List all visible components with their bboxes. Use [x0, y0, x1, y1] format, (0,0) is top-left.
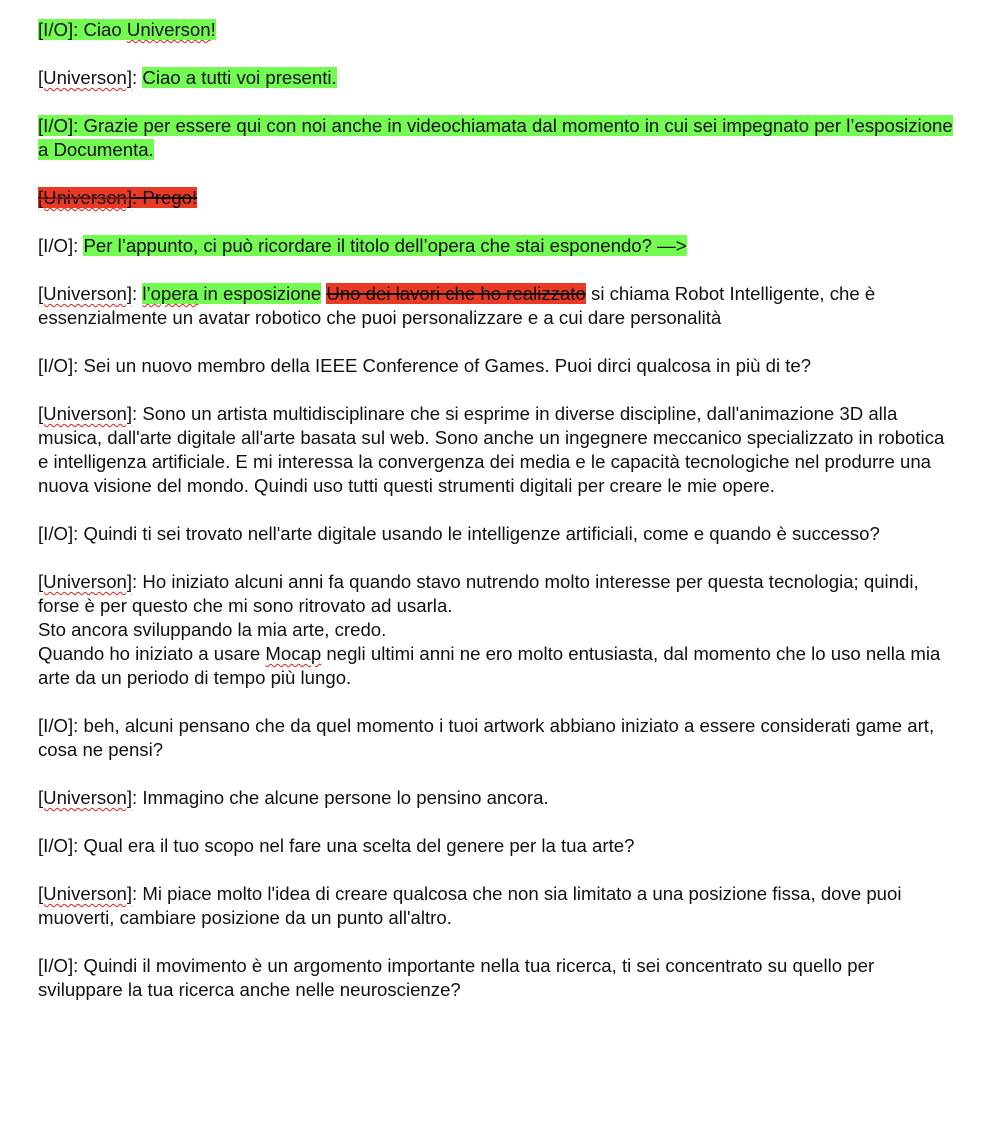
speaker-tag-interviewer: [I/O]	[38, 115, 74, 136]
deleted-text: Uno dei lavori che ho realizzato	[326, 283, 586, 304]
separator: :	[73, 19, 84, 40]
text-line	[38, 570, 958, 618]
separator: :	[132, 187, 143, 208]
paragraph-interviewee-ai-answer[interactable]	[38, 570, 958, 690]
paragraph-interviewee-purpose-answer[interactable]	[38, 882, 958, 930]
speaker-tag-interviewee[interactable]: [Universon]	[38, 67, 133, 88]
paragraph-text: !	[210, 19, 216, 40]
paragraph-interviewee-greeting[interactable]	[38, 66, 958, 90]
speaker-tag-interviewer: [I/O]	[38, 715, 74, 736]
separator: :	[132, 787, 143, 808]
paragraph-text: Ciao	[83, 19, 127, 40]
speaker-tag-interviewee[interactable]: [Universon]	[38, 883, 133, 904]
paragraph-text: Prego!	[142, 187, 198, 208]
paragraph-text: Immagino che alcune persone lo pensino ancora.	[142, 787, 549, 808]
separator: :	[73, 835, 84, 856]
paragraph-interviewee-answer-title[interactable]	[38, 282, 958, 330]
paragraph-text: si chiama Robot Intelligente, che è essenzialmente un avatar robotico che puoi personalizzare e a cui dare personalità	[38, 283, 876, 328]
highlight-green	[38, 115, 953, 160]
speaker-tag-interviewee[interactable]: [Universon]	[38, 187, 133, 208]
separator: :	[73, 523, 84, 544]
paragraph-interviewer-greeting[interactable]	[38, 18, 958, 42]
speaker-tag-interviewer: [I/O]	[38, 235, 74, 256]
misspelled-word[interactable]: Universon	[126, 19, 211, 40]
paragraph-interviewer-question-purpose[interactable]	[38, 834, 958, 858]
paragraph-text: Ho iniziato alcuni anni fa quando stavo nutrendo molto interesse per questa tecnologia; quindi, forse è per questo che mi sono ritrovato ad usarla.	[38, 571, 919, 616]
highlight-green	[38, 19, 216, 40]
paragraph-interviewer-question-ieee[interactable]	[38, 354, 958, 378]
inserted-text-rest: in esposizione	[198, 283, 322, 304]
separator: :	[73, 715, 84, 736]
paragraph-text: Sono un artista multidisciplinare che si esprime in diverse discipline, dall'animazione 3D alla musica, dall'arte digitale all'arte basata sul web. Sono anche un ingegnere meccanico specializzato in robotica e intelligenza artificiale. E mi interessa la convergenza dei media e le capacità tecnologiche nel produrre una nuova visione del mondo. Quindi uso tutti questi strumenti digitali per creare le mie opere.	[38, 403, 945, 496]
paragraph-text: beh, alcuni pensano che da quel momento i tuoi artwork abbiano iniziato a essere considerati game art, cosa ne pensi?	[38, 715, 935, 760]
text-line	[38, 642, 958, 690]
separator: :	[132, 67, 143, 88]
separator: :	[132, 571, 143, 592]
document-page[interactable]	[38, 18, 958, 1026]
misspelled-word[interactable]: Mocap	[265, 643, 322, 664]
highlighted-text: Per l’appunto, ci può ricordare il titolo dell’opera che stai esponendo? —>	[83, 235, 687, 256]
paragraph-text: Quindi ti sei trovato nell'arte digitale usando le intelligenze artificiali, come e quando è successo?	[83, 523, 880, 544]
paragraph-interviewer-thanks[interactable]	[38, 114, 958, 162]
paragraph-text: Grazie per essere qui con noi anche in videochiamata dal momento in cui sei impegnato per l’esposizione a Documenta.	[38, 115, 953, 160]
deleted-text	[38, 187, 197, 208]
paragraph-text: Mi piace molto l'idea di creare qualcosa che non sia limitato a una posizione fissa, dove puoi muoverti, cambiare posizione da un punto all'altro.	[38, 883, 902, 928]
paragraph-text: Quindi il movimento è un argomento importante nella tua ricerca, ti sei concentrato su quello per sviluppare la tua ricerca anche nelle neuroscienze?	[38, 955, 875, 1000]
speaker-tag-interviewee[interactable]: [Universon]	[38, 787, 133, 808]
paragraph-interviewer-question-ai[interactable]	[38, 522, 958, 546]
speaker-tag-interviewer: [I/O]	[38, 523, 74, 544]
paragraph-interviewee-deleted[interactable]	[38, 186, 958, 210]
paragraph-interviewer-question-title[interactable]	[38, 234, 958, 258]
paragraph-interviewee-bio[interactable]	[38, 402, 958, 498]
misspelled-word[interactable]: l’opera	[142, 283, 199, 304]
speaker-tag-interviewee[interactable]: [Universon]	[38, 283, 133, 304]
speaker-tag-interviewee[interactable]: [Universon]	[38, 571, 133, 592]
speaker-tag-interviewer: [I/O]	[38, 835, 74, 856]
paragraph-text: Sei un nuovo membro della IEEE Conference of Games. Puoi dirci qualcosa in più di te?	[83, 355, 812, 376]
speaker-tag-interviewer: [I/O]	[38, 355, 74, 376]
paragraph-interviewer-question-movement[interactable]	[38, 954, 958, 1002]
separator: :	[73, 955, 84, 976]
paragraph-text: Quando ho iniziato a usare	[38, 643, 266, 664]
separator: :	[73, 235, 84, 256]
inserted-text	[142, 283, 321, 304]
paragraph-interviewer-question-game-art[interactable]	[38, 714, 958, 762]
highlighted-text: Ciao a tutti voi presenti.	[142, 67, 337, 88]
separator: :	[132, 883, 143, 904]
separator: :	[73, 115, 84, 136]
separator: :	[73, 355, 84, 376]
speaker-tag-interviewer: [I/O]	[38, 19, 74, 40]
paragraph-text: negli ultimi anni ne ero molto entusiasta, dal momento che lo uso nella mia arte da un periodo di tempo più lungo.	[38, 643, 941, 688]
paragraph-text: Qual era il tuo scopo nel fare una scelta del genere per la tua arte?	[83, 835, 635, 856]
speaker-tag-interviewer: [I/O]	[38, 955, 74, 976]
speaker-tag-interviewee[interactable]: [Universon]	[38, 403, 133, 424]
text-line: Sto ancora sviluppando la mia arte, credo.	[38, 619, 387, 640]
separator: :	[132, 283, 143, 304]
paragraph-interviewee-game-art-answer[interactable]	[38, 786, 958, 810]
separator: :	[132, 403, 143, 424]
